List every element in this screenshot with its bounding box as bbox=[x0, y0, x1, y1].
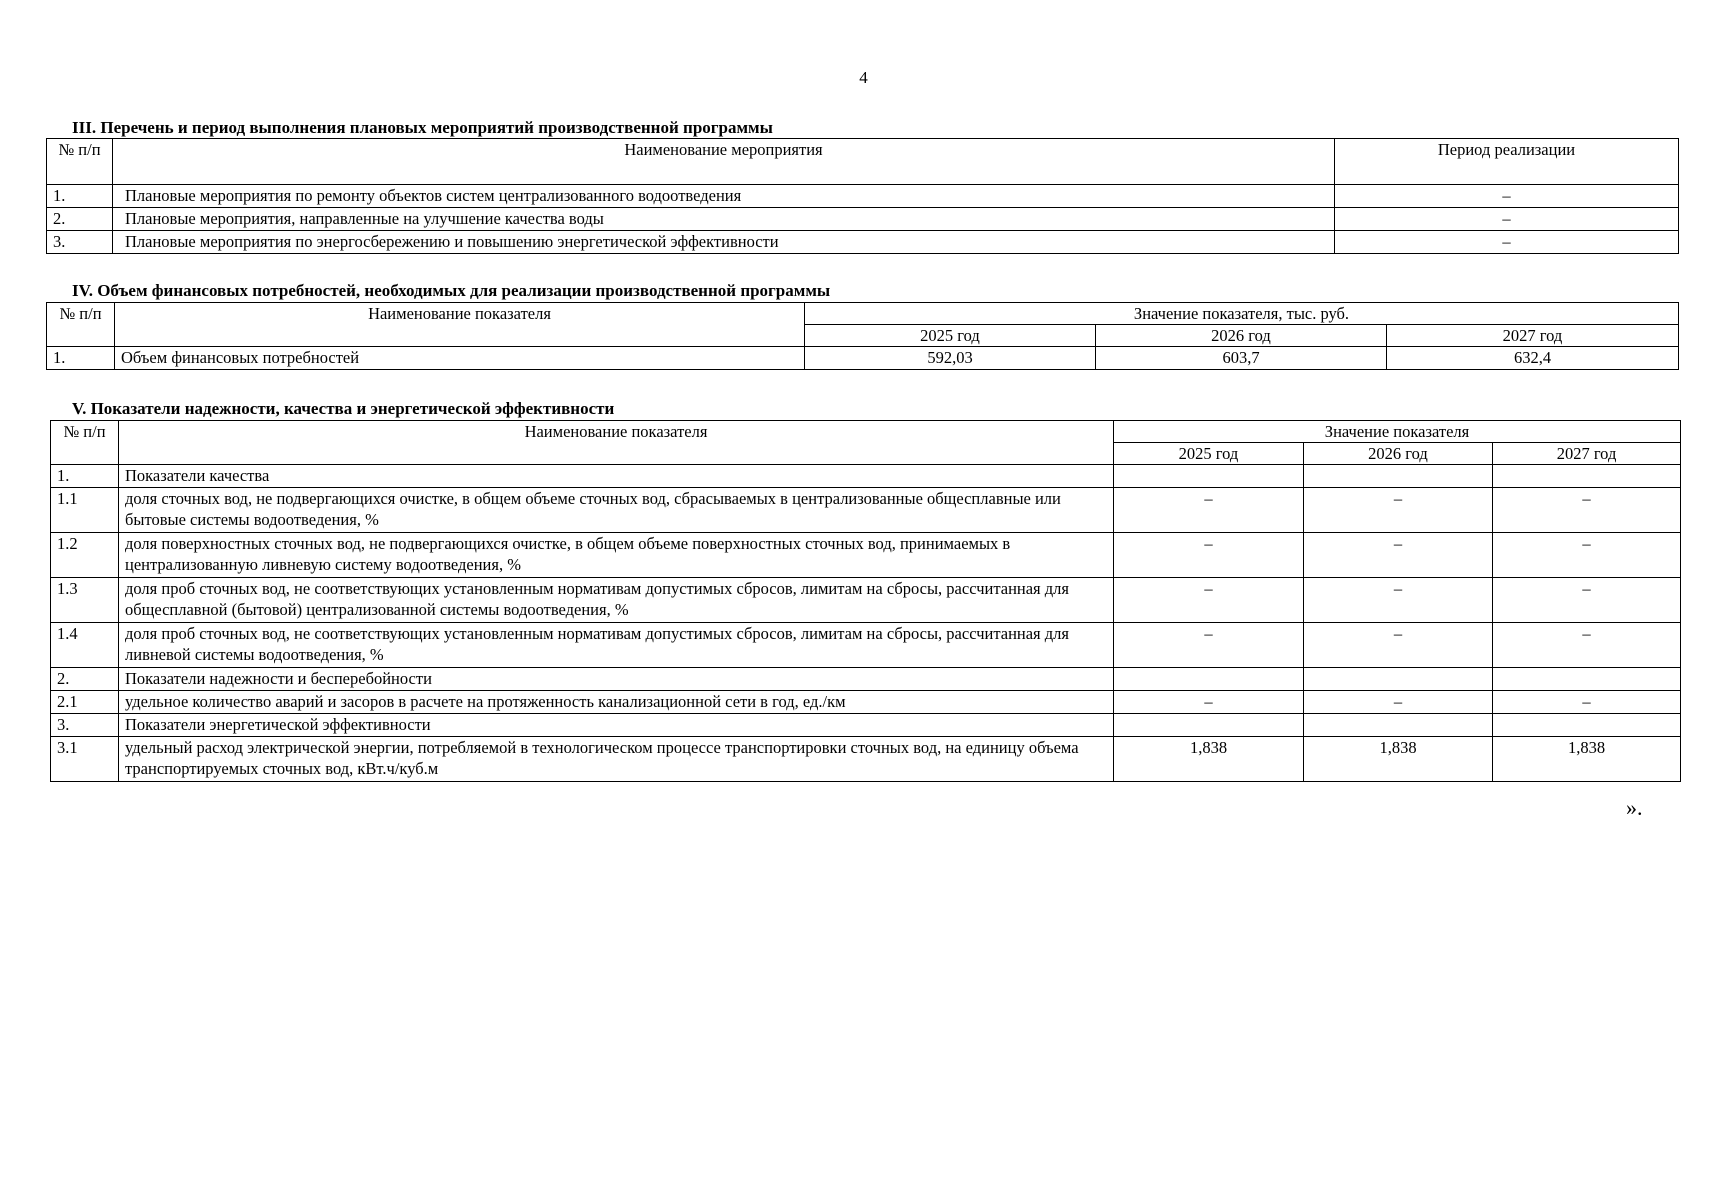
value-2026: 1,838 bbox=[1304, 737, 1493, 782]
row-name: Плановые мероприятия по ремонту объектов систем централизованного водоотведения bbox=[113, 185, 1335, 208]
row-name: Показатели качества bbox=[119, 465, 1114, 488]
row-num: 3.1 bbox=[51, 737, 119, 782]
row-num: 2. bbox=[51, 668, 119, 691]
row-num: 3. bbox=[47, 231, 113, 254]
table-row bbox=[51, 668, 1681, 691]
financial-needs-table bbox=[46, 302, 1679, 370]
closing-quote-mark: ». bbox=[1626, 795, 1643, 820]
row-period: – bbox=[1335, 185, 1679, 208]
header-value: Значение показателя bbox=[1114, 421, 1681, 443]
header-2025: 2025 год bbox=[1114, 443, 1304, 465]
value-2027: – bbox=[1493, 623, 1681, 668]
header-indicator-name: Наименование показателя bbox=[115, 303, 805, 347]
row-num: 2. bbox=[47, 208, 113, 231]
value-2025: – bbox=[1114, 691, 1304, 714]
row-name: доля сточных вод, не подвергающихся очистке, в общем объеме сточных вод, сбрасываемых в централизованные общесплавные или бытовые системы водоотведения, % bbox=[119, 488, 1114, 533]
value-2026: – bbox=[1304, 488, 1493, 533]
header-2025: 2025 год bbox=[805, 325, 1096, 347]
value-2025 bbox=[1114, 714, 1304, 737]
row-num: 2.1 bbox=[51, 691, 119, 714]
header-period: Период реализации bbox=[1335, 139, 1679, 185]
value-2027: 632,4 bbox=[1387, 347, 1679, 370]
row-name: доля проб сточных вод, не соответствующих установленным нормативам допустимых сбросов, лимитам на сбросы, рассчитанная для общесплавной (бытовой) централизованной системы водоотведения, % bbox=[119, 578, 1114, 623]
row-name: Показатели энергетической эффективности bbox=[119, 714, 1114, 737]
row-name: удельное количество аварий и засоров в расчете на протяженность канализационной сети в год, ед./км bbox=[119, 691, 1114, 714]
value-2025 bbox=[1114, 668, 1304, 691]
row-name: удельный расход электрической энергии, потребляемой в технологическом процессе транспортировки сточных вод, на единицу объема транспортируемых сточных вод, кВт.ч/куб.м bbox=[119, 737, 1114, 782]
header-num: № п/п bbox=[47, 303, 115, 347]
value-2027 bbox=[1493, 714, 1681, 737]
row-name: Показатели надежности и бесперебойности bbox=[119, 668, 1114, 691]
value-2027: – bbox=[1493, 533, 1681, 578]
table-row bbox=[47, 208, 1679, 231]
header-indicator-name: Наименование показателя bbox=[119, 421, 1114, 465]
header-value: Значение показателя, тыс. руб. bbox=[805, 303, 1679, 325]
value-2025: 1,838 bbox=[1114, 737, 1304, 782]
row-num: 1.1 bbox=[51, 488, 119, 533]
value-2026 bbox=[1304, 465, 1493, 488]
table-row bbox=[51, 691, 1681, 714]
table-row bbox=[47, 347, 1679, 370]
row-num: 1.3 bbox=[51, 578, 119, 623]
header-activity-name: Наименование мероприятия bbox=[113, 139, 1335, 185]
header-num: № п/п bbox=[51, 421, 119, 465]
value-2026 bbox=[1304, 714, 1493, 737]
row-name: Плановые мероприятия, направленные на улучшение качества воды bbox=[113, 208, 1335, 231]
section-3-title: III. Перечень и период выполнения плановых мероприятий производственной программы bbox=[72, 118, 773, 137]
section-4-title: IV. Объем финансовых потребностей, необходимых для реализации производственной программы bbox=[72, 281, 831, 300]
header-2026: 2026 год bbox=[1096, 325, 1387, 347]
value-2025 bbox=[1114, 465, 1304, 488]
value-2027: – bbox=[1493, 488, 1681, 533]
row-num: 1. bbox=[47, 347, 115, 370]
row-name: Плановые мероприятия по энергосбережению и повышению энергетической эффективности bbox=[113, 231, 1335, 254]
value-2025: – bbox=[1114, 488, 1304, 533]
value-2026: – bbox=[1304, 578, 1493, 623]
planned-activities-table bbox=[46, 138, 1679, 254]
table-row bbox=[51, 623, 1681, 668]
row-num: 1.4 bbox=[51, 623, 119, 668]
row-num: 3. bbox=[51, 714, 119, 737]
row-period: – bbox=[1335, 208, 1679, 231]
table-row bbox=[51, 578, 1681, 623]
value-2025: – bbox=[1114, 578, 1304, 623]
section-5-title: V. Показатели надежности, качества и энергетической эффективности bbox=[72, 399, 615, 418]
row-name: доля проб сточных вод, не соответствующих установленным нормативам допустимых сбросов, лимитам на сбросы, рассчитанная для ливневой системы водоотведения, % bbox=[119, 623, 1114, 668]
value-2025: 592,03 bbox=[805, 347, 1096, 370]
header-2026: 2026 год bbox=[1304, 443, 1493, 465]
row-num: 1.2 bbox=[51, 533, 119, 578]
value-2027: – bbox=[1493, 691, 1681, 714]
table-row bbox=[47, 185, 1679, 208]
value-2027 bbox=[1493, 465, 1681, 488]
table-row bbox=[51, 714, 1681, 737]
table-row bbox=[51, 488, 1681, 533]
value-2026: – bbox=[1304, 691, 1493, 714]
value-2027: 1,838 bbox=[1493, 737, 1681, 782]
value-2026: 603,7 bbox=[1096, 347, 1387, 370]
value-2025: – bbox=[1114, 623, 1304, 668]
row-period: – bbox=[1335, 231, 1679, 254]
row-name: доля поверхностных сточных вод, не подвергающихся очистке, в общем объеме поверхностных сточных вод, принимаемых в централизованную ливневую систему водоотведения, % bbox=[119, 533, 1114, 578]
table-row bbox=[51, 533, 1681, 578]
reliability-quality-table bbox=[50, 420, 1681, 782]
header-2027: 2027 год bbox=[1387, 325, 1679, 347]
table-row bbox=[51, 737, 1681, 782]
header-num: № п/п bbox=[47, 139, 113, 185]
value-2026 bbox=[1304, 668, 1493, 691]
value-2026: – bbox=[1304, 623, 1493, 668]
row-num: 1. bbox=[51, 465, 119, 488]
value-2025: – bbox=[1114, 533, 1304, 578]
value-2026: – bbox=[1304, 533, 1493, 578]
row-num: 1. bbox=[47, 185, 113, 208]
page-number: 4 bbox=[859, 68, 868, 87]
table-row bbox=[51, 465, 1681, 488]
value-2027 bbox=[1493, 668, 1681, 691]
table-row bbox=[47, 231, 1679, 254]
header-2027: 2027 год bbox=[1493, 443, 1681, 465]
row-name: Объем финансовых потребностей bbox=[115, 347, 805, 370]
value-2027: – bbox=[1493, 578, 1681, 623]
